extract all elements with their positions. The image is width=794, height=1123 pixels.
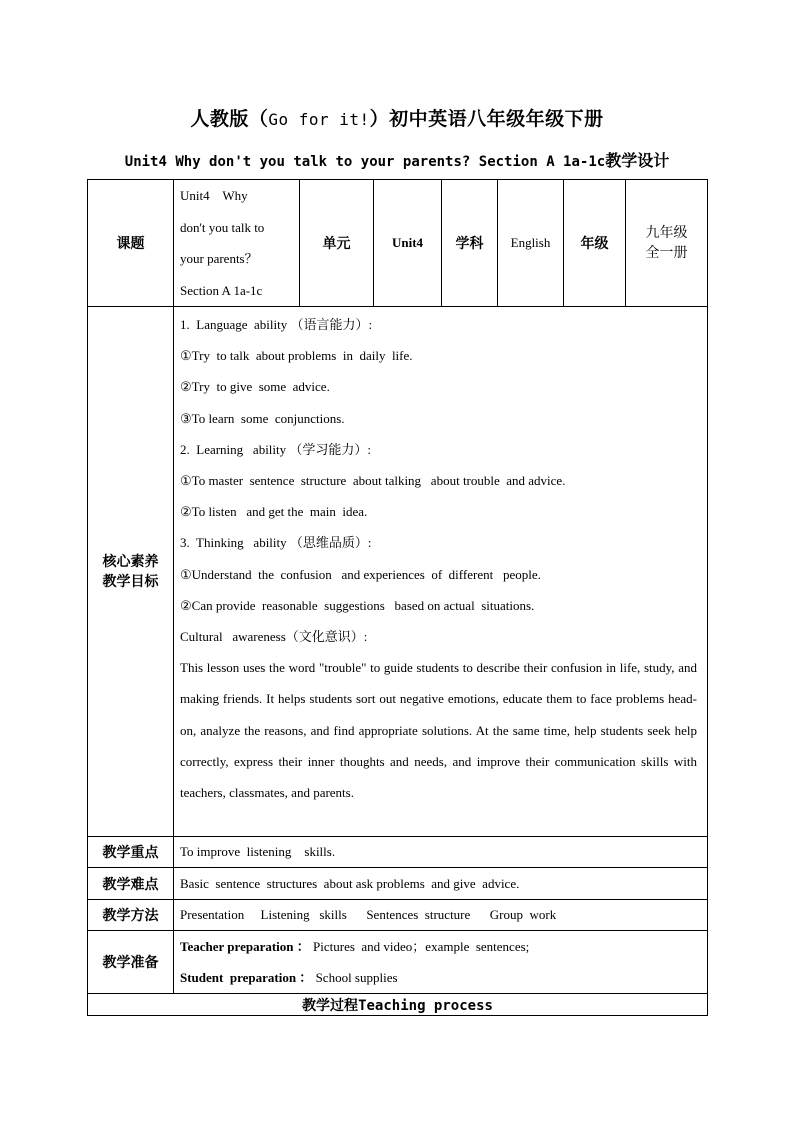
key-points-label: 教学重点 bbox=[88, 837, 174, 868]
goal-line: ①Try to talk about problems in daily life. bbox=[180, 348, 413, 364]
student-preparation bbox=[180, 962, 701, 993]
difficult-points-value: Basic sentence structures about ask problems and give advice. bbox=[174, 868, 708, 900]
difficult-points-label: 教学难点 bbox=[88, 868, 174, 900]
goals-label bbox=[88, 307, 174, 837]
title-prefix: 人教版（ bbox=[190, 108, 269, 130]
topic-line: your parents？ bbox=[180, 251, 258, 266]
goal-line: ③To learn some conjunctions. bbox=[180, 410, 345, 426]
key-points-row bbox=[88, 837, 708, 868]
lesson-plan-table bbox=[87, 179, 708, 1016]
goals-content bbox=[174, 307, 708, 837]
preparation-row bbox=[88, 931, 708, 994]
process-heading bbox=[88, 994, 708, 1016]
goal-line: ①To master sentence structure about talking about trouble and advice. bbox=[180, 473, 566, 489]
process-heading-en: Teaching process bbox=[358, 997, 493, 1014]
goals-label-line: 教学目标 bbox=[102, 573, 159, 590]
document-subtitle bbox=[0, 148, 794, 171]
methods-value: Presentation Listening skills Sentences structure Group work bbox=[174, 900, 708, 931]
topic-value bbox=[174, 180, 300, 307]
goal-line: ②Can provide reasonable suggestions based on actual situations. bbox=[180, 597, 535, 613]
cultural-paragraph: This lesson uses the word "trouble" to guide students to describe their confusion in life, study, and making friends. It helps students sort out negative emotions, educate them to face problems head-on, analyze the reasons, and find appropriate solutions. At the same time, help students seek help correctly, express their inner thoughts and needs, and improve their communication skills with teachers, classmates, and parents. bbox=[180, 660, 697, 801]
grade-label: 年级 bbox=[564, 180, 626, 307]
process-row bbox=[88, 994, 708, 1016]
student-preparation-label: Student preparation ： bbox=[180, 970, 313, 985]
key-points-value: To improve listening skills. bbox=[174, 837, 708, 868]
grade-value-line: 九年级 bbox=[645, 225, 688, 241]
document-title bbox=[0, 104, 794, 131]
topic-label: 课题 bbox=[88, 180, 174, 307]
goal-line: ②Try to give some advice. bbox=[180, 379, 330, 395]
goal-line: ②To listen and get the main idea. bbox=[180, 504, 368, 520]
title-suffix: ）初中英语八年级年级下册 bbox=[369, 108, 604, 130]
goal-line: Cultural awareness（文化意识）: bbox=[180, 629, 368, 645]
unit-value: Unit4 bbox=[374, 180, 442, 307]
topic-line: Unit4 Why bbox=[180, 188, 248, 203]
grade-value bbox=[626, 180, 708, 307]
subtitle-chinese: 教学设计 bbox=[605, 151, 670, 170]
teacher-preparation-value: Pictures and video；example sentences; bbox=[309, 939, 530, 954]
goal-line: 1. Language ability （语言能力）: bbox=[180, 317, 373, 332]
grade-value-line: 全一册 bbox=[645, 245, 688, 261]
topic-line: don't you talk to bbox=[180, 219, 265, 235]
teacher-preparation bbox=[180, 931, 701, 962]
title-series: Go for it! bbox=[268, 110, 370, 129]
goals-row bbox=[88, 307, 708, 837]
topic-line: Section A 1a-1c bbox=[180, 282, 263, 298]
difficult-points-row bbox=[88, 868, 708, 900]
goals-label-line: 核心素养 bbox=[102, 553, 159, 570]
preparation-label: 教学准备 bbox=[88, 931, 174, 994]
teacher-preparation-label: Teacher preparation ： bbox=[180, 939, 310, 954]
subject-label: 学科 bbox=[442, 180, 498, 307]
methods-label: 教学方法 bbox=[88, 900, 174, 931]
header-row bbox=[88, 180, 708, 307]
student-preparation-value: School supplies bbox=[312, 970, 398, 985]
methods-row bbox=[88, 900, 708, 931]
goal-line: ①Understand the confusion and experiences of different people. bbox=[180, 566, 541, 582]
goal-line: 3. Thinking ability （思维品质）: bbox=[180, 535, 372, 551]
subject-value: English bbox=[498, 180, 564, 307]
preparation-content bbox=[174, 931, 708, 994]
process-heading-cn: 教学过程 bbox=[302, 997, 359, 1014]
subtitle-english: Unit4 Why don't you talk to your parents? Section A 1a-1c bbox=[124, 154, 606, 170]
unit-label: 单元 bbox=[300, 180, 374, 307]
goal-line: 2. Learning ability （学习能力）: bbox=[180, 441, 372, 457]
